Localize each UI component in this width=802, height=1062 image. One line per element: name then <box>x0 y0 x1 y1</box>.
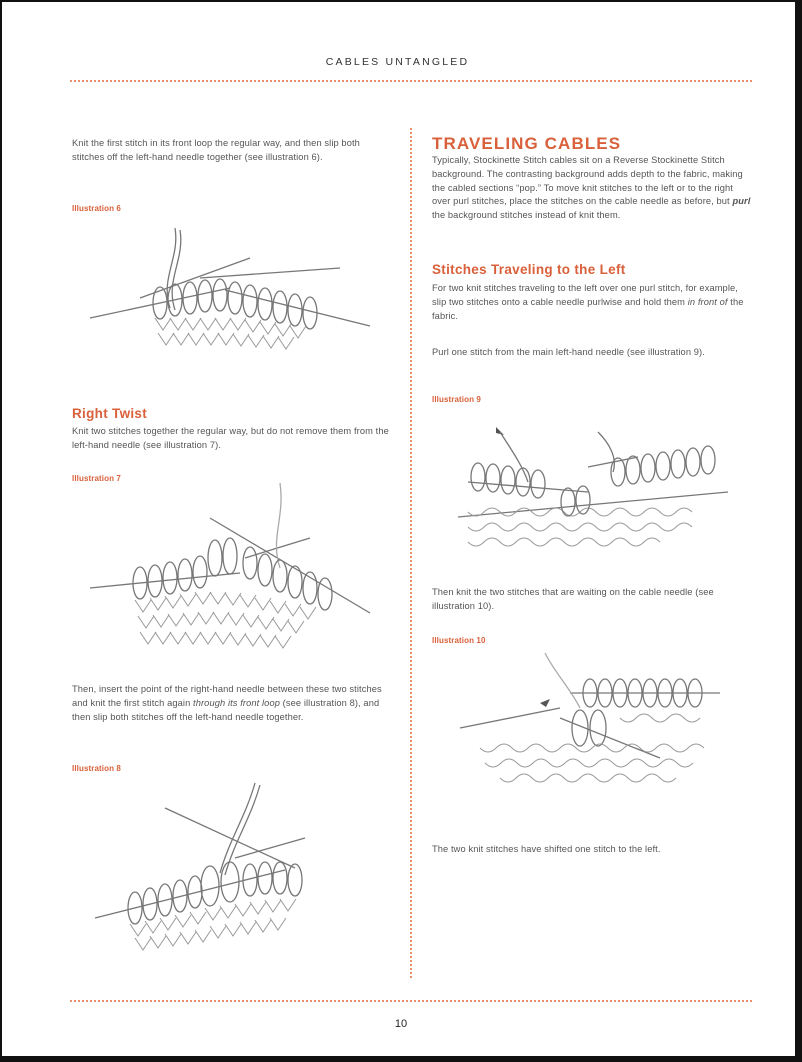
column-dotted-rule <box>410 128 412 978</box>
illustration-7-label: Illustration 7 <box>72 474 121 483</box>
intro-paragraph: Knit the first stitch in its front loop the regular way, and then slip both stitches off the left-hand needle together (see illustration 6). <box>72 138 360 162</box>
illustration-7 <box>80 478 380 668</box>
bottom-dotted-rule <box>70 1000 752 1002</box>
then-insert-paragraph: Then, insert the point of the right-hand needle between these two stitches and knit the first stitch again through its front loop (see illustration 8), and then slip both stitches off the left-hand needle together. <box>72 684 382 722</box>
traveling-cables-paragraph: Typically, Stockinette Stitch cables sit on a Reverse Stockinette Stitch background. The contrasting background adds depth to the fabric, making the cabled sections “pop.” To move knit stitches to the left or to the right over purl stitches, place the stitches on the cable needle as before, but purl the background stitches instead of knit them. <box>432 155 751 221</box>
illustration-6-label: Illustration 6 <box>72 204 121 213</box>
stitches-left-paragraph: For two knit stitches traveling to the left over one purl stitch, for example, slip two stitches onto a cable needle purlwise and hold them in front of the fabric. <box>432 283 744 321</box>
illustration-6 <box>80 218 380 368</box>
traveling-cables-heading: TRAVELING CABLES <box>432 134 622 153</box>
illustration-9 <box>438 412 738 572</box>
shifted-paragraph: The two knit stitches have shifted one stitch to the left. <box>432 844 661 854</box>
right-twist-paragraph: Knit two stitches together the regular way, but do not remove them from the left-hand needle (see illustration 7). <box>72 426 389 450</box>
right-twist-heading: Right Twist <box>72 406 148 421</box>
running-head: CABLES UNTANGLED <box>325 56 470 68</box>
then-knit-paragraph: Then knit the two stitches that are waiting on the cable needle (see illustration 10). <box>432 587 714 611</box>
purl-paragraph: Purl one stitch from the main left-hand needle (see illustration 9). <box>432 347 705 357</box>
illustration-10-label: Illustration 10 <box>432 636 486 645</box>
illustration-8 <box>85 778 385 958</box>
illustration-8-label: Illustration 8 <box>72 764 121 773</box>
stitches-left-heading: Stitches Traveling to the Left <box>432 262 626 277</box>
illustration-10 <box>440 648 730 808</box>
illustration-9-label: Illustration 9 <box>432 395 481 404</box>
page-number: 10 <box>394 1018 408 1030</box>
top-dotted-rule <box>70 80 752 82</box>
